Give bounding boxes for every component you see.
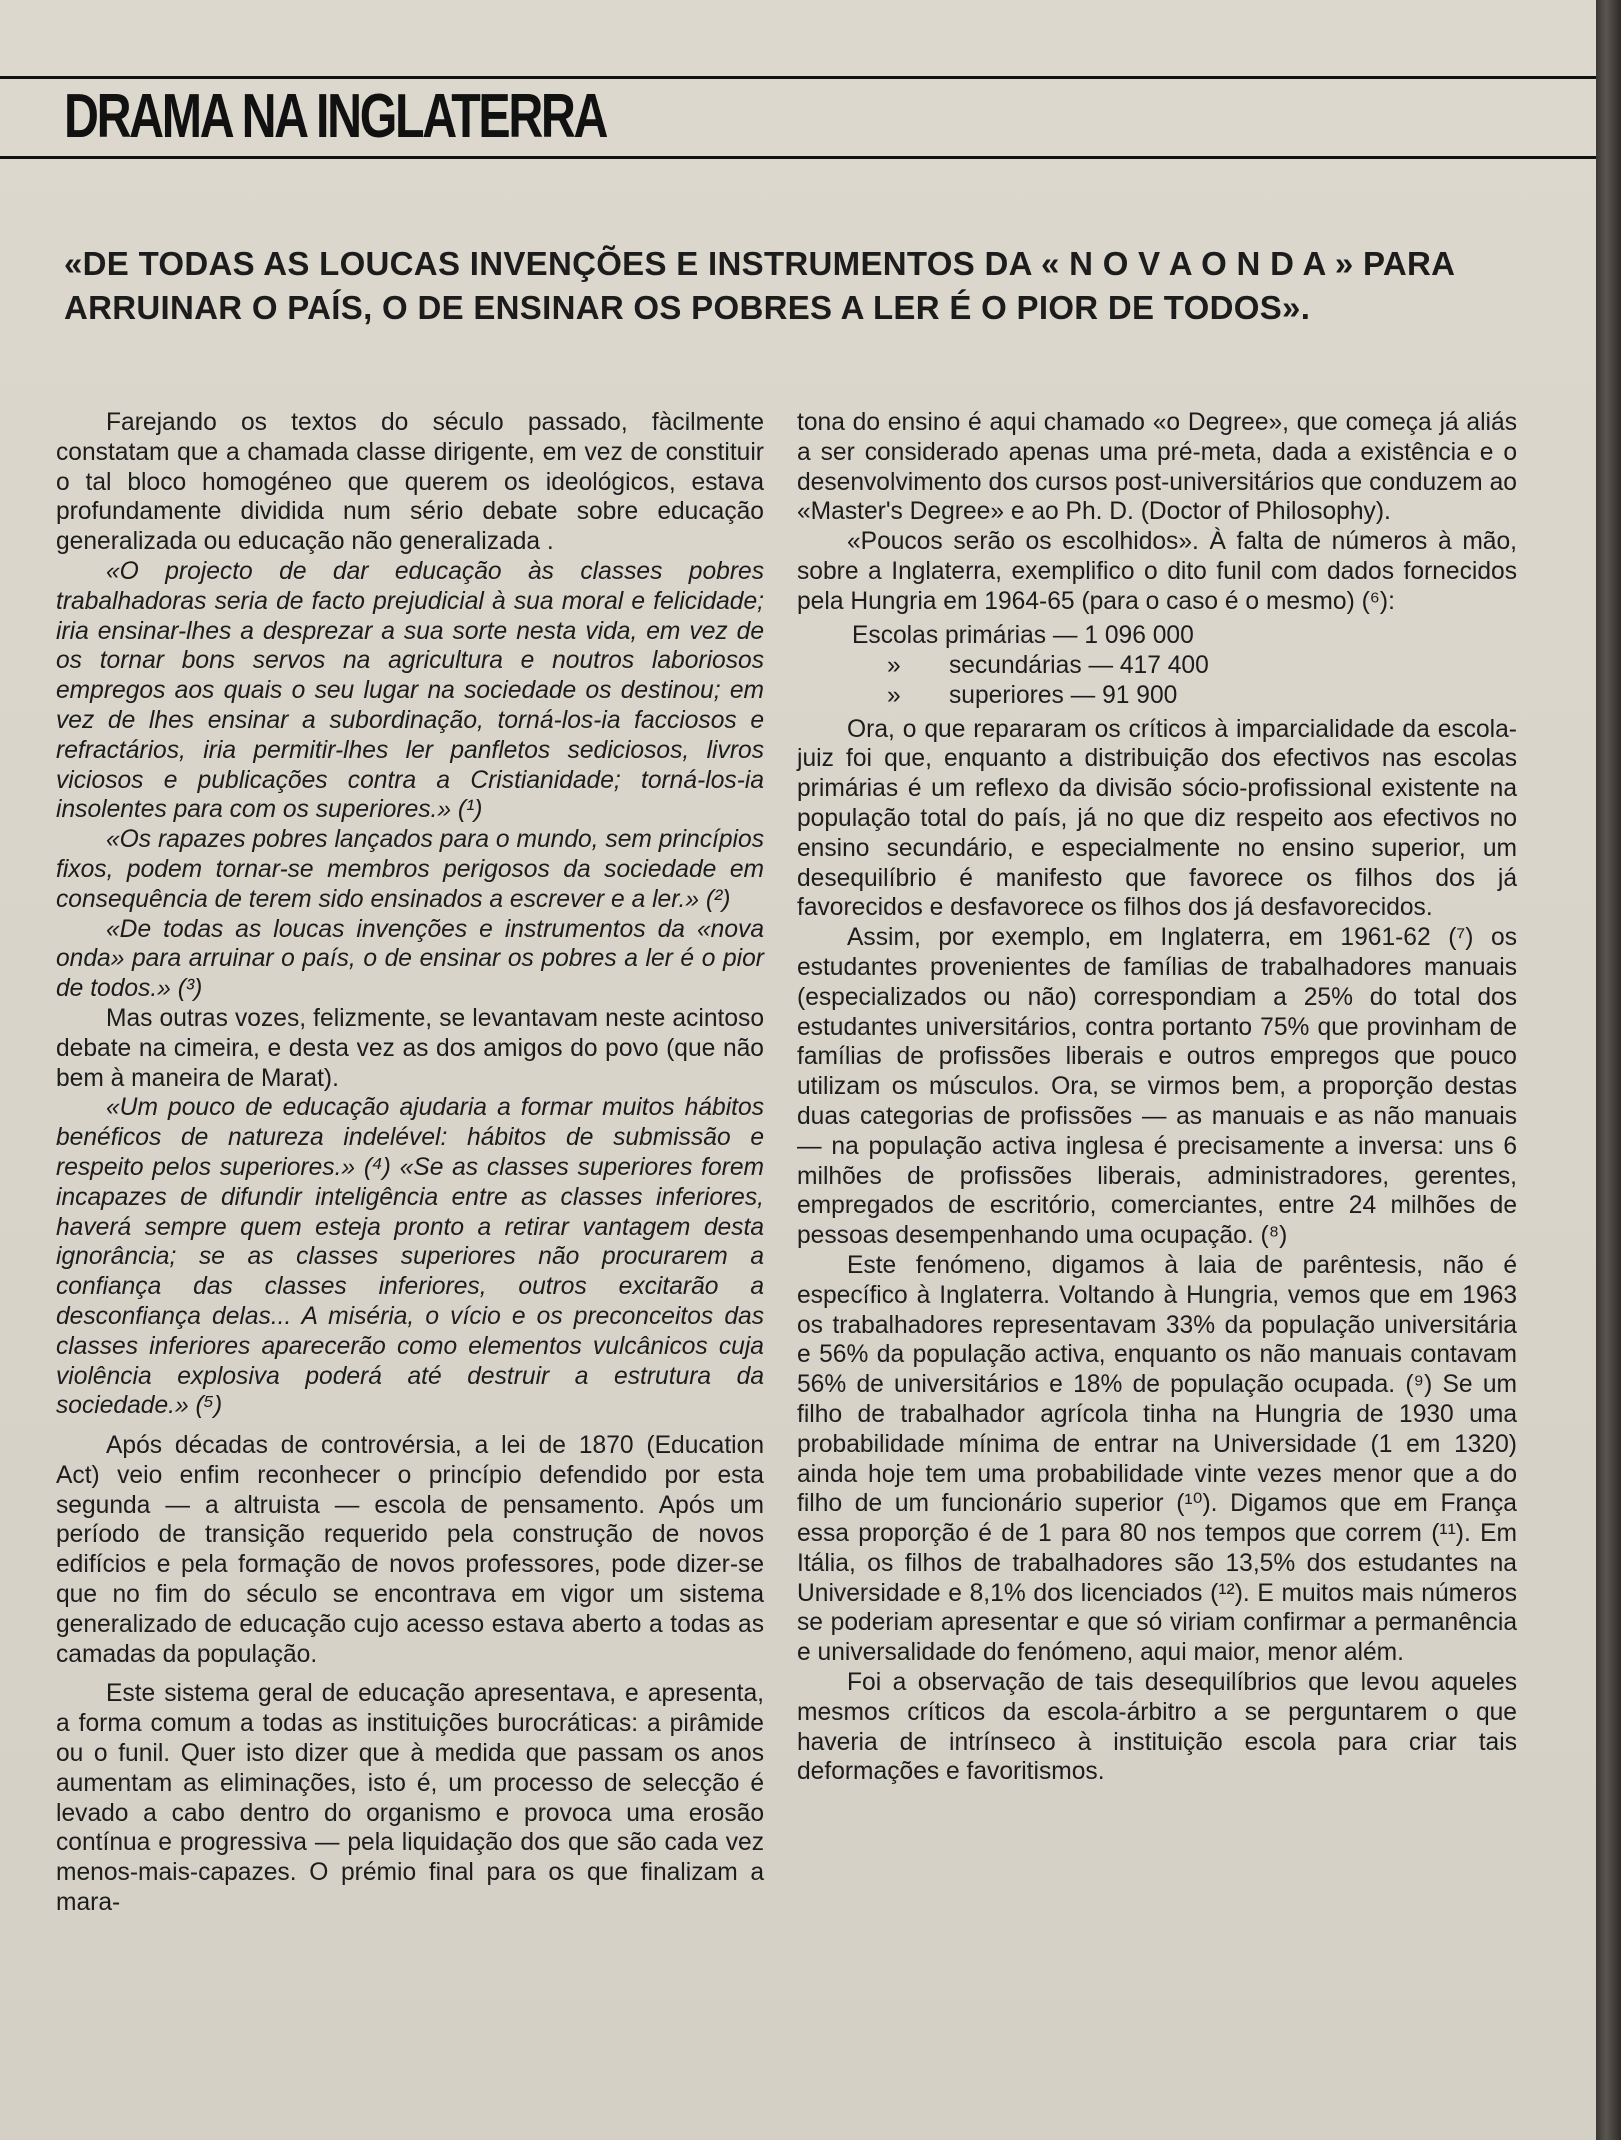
left-quote-4: «Um pouco de educação ajudaria a formar muitos hábitos benéficos de natureza indelével: hábitos de submissão e respeito pelos superiores.» (⁴) «Se as classes superiores forem incapazes de difundir inteligência entre as classes inferiores, haverá sempre quem esteja pronto a retirar vantagem desta ignorância; se as classes superiores não procurarem a confiança das classes inferiores, outros excitarão a desconfiança delas... A miséria, o vício e os preconceitos das classes inferiores aparecerão como elementos vulcânicos cuja violência explosiva poderá até destruir a estrutura da sociedade.» (⁵): [56, 1094, 764, 1420]
right-paragraph-4: Este fenómeno, digamos à laia de parêntesis, não é específico à Inglaterra. Voltando à Hungria, vemos que em 1963 os trabalhadores representavam 33% da população universitária e 56% da população activa, enquanto os não manuais contavam 56% de universitários e 18% de população ocupada. (⁹) Se um filho de trabalhador agrícola tinha na Hungria de 1930 uma probabilidade mínima de entrar na Universidade (1 em 1320) ainda hoje tem uma probabilidade vinte vezes menor que a do filho de um funcionário superior (¹⁰). Digamos que em França essa proporção é de 1 para 80 nos tempos que correm (¹¹). Em Itália, os filhos de trabalhadores são 13,5% dos estudantes na Universidade e 8,1% dos licenciados (¹²). E muitos mais números se poderiam apresentar e que só viriam confirmar a permanência e universalidade do fenómeno, aqui maior, menor além.: [797, 1251, 1517, 1667]
headline-line-2: ARRUINAR O PAÍS, O DE ENSINAR OS POBRES A LER É O PIOR DE TODOS».: [64, 289, 1311, 326]
stat-label: Escolas primárias — 1 096 000: [852, 621, 1194, 649]
left-paragraph-2: Mas outras vozes, felizmente, se levantavam neste acintoso debate na cimeira, e desta vez as dos amigos do povo (que não bem à maneira de Marat).: [56, 1004, 764, 1092]
ditto-mark: »: [887, 651, 901, 679]
ditto-mark: »: [887, 681, 901, 709]
left-column: [56, 408, 764, 1918]
stat-row-secondary: [797, 651, 1517, 681]
left-paragraph-4: Este sistema geral de educação apresentava, e apresenta, a forma comum a todas as instituições burocráticas: a pirâmide ou o funil. Quer isto dizer que à medida que passam os anos aumentam as eliminações, isto é, um processo de selecção é levado a cabo dentro do organismo e provoca uma erosão contínua e progressiva — pela liquidação dos que são cada vez menos-mais-capazes. O prémio final para os que finalizam a mara-: [56, 1680, 764, 1917]
right-paragraph-5: Foi a observação de tais desequilíbrios que levou aqueles mesmos críticos da escola-árbitro a se perguntarem o que haveria de intrínseco à instituição escola para criar tais deformações e favoritismos.: [797, 1669, 1517, 1786]
left-quote-3: «De todas as loucas invenções e instrumentos da «nova onda» para arruinar o país, o de ensinar os pobres a ler é o pior de todos.» (³): [56, 915, 764, 1003]
stat-label: superiores — 91 900: [949, 681, 1178, 709]
stat-label: secundárias — 417 400: [949, 651, 1209, 679]
left-paragraph-3: Após décadas de controvérsia, a lei de 1870 (Education Act) veio enfim reconhecer o princípio defendido por esta segunda — a altruista — escola de pensamento. Após um período de transição requerido pela construção de novos edifícios e pela formação de novos professores, pode dizer-se que no fim do século se encontrava em vigor um sistema generalizado de educação cujo acesso estava aberto a todas as camadas da população.: [56, 1432, 764, 1668]
left-quote-2: «Os rapazes pobres lançados para o mundo, sem princípios fixos, podem tornar-se membros perigosos da sociedade em consequência de terem sido ensinados a escrever e a ler.» (²): [56, 826, 764, 913]
right-column: [797, 408, 1517, 1787]
stat-row-primary: [797, 621, 1517, 651]
left-quote-1: «O projecto de dar educação às classes pobres trabalhadoras seria de facto prejudicial à sua moral e felicidade; iria ensinar-lhes a desprezar a sua sorte nesta vida, em vez de os tornar bons servos na agricultura e noutros laboriosos empregos aos quais o seu lugar na sociedade os destinou; em vez de lhes ensinar a subordinação, torná-los-ia facciosos e refractários, iria permitir-lhes ler panfletos sediciosos, livros viciosos e publicações contra a Cristianidade; torná-los-ia insolentes para com os superiores.» (¹): [56, 557, 764, 824]
school-statistics: [797, 621, 1517, 711]
right-paragraph-continuation: tona do ensino é aqui chamado «o Degree», que começa já aliás a ser considerado apenas uma pré-meta, dada a existência e o desenvolvimento dos cursos post-universitários que conduzem ao «Master's Degree» e ao Ph. D. (Doctor of Philosophy).: [797, 409, 1517, 526]
stat-row-higher: [797, 681, 1517, 711]
quote-headline: [64, 242, 1544, 330]
right-paragraph-2: Ora, o que repararam os críticos à imparcialidade da escola-juiz foi que, enquanto a distribuição dos efectivos nas escolas primárias é um reflexo da divisão sócio-profissional existente na população total do país, já no que diz respeito aos efectivos no ensino secundário, e especialmente no ensino superior, um desequilíbrio é manifesto que favorece os filhos dos já favorecidos e desfavorece os filhos dos já desfavorecidos.: [797, 715, 1517, 922]
left-paragraph-1: Farejando os textos do século passado, fàcilmente constatam que a chamada classe dirigente, em vez de constituir o tal bloco homogéneo que querem os ideológicos, estava profundamente dividida num sério debate sobre educação generalizada ou educação não generalizada .: [56, 409, 764, 556]
section-title: DRAMA NA INGLATERRA: [64, 82, 607, 151]
right-paragraph-1: «Poucos serão os escolhidos». À falta de números à mão, sobre a Inglaterra, exemplifico o dito funil com dados fornecidos pela Hungria em 1964-65 (para o caso é o mesmo) (⁶):: [797, 528, 1517, 615]
page-edge-shadow: [1596, 0, 1621, 2140]
headline-line-1: «DE TODAS AS LOUCAS INVENÇÕES E INSTRUMENTOS DA « N O V A O N D A » PARA: [64, 245, 1456, 282]
header-top-rule: [0, 76, 1596, 79]
right-paragraph-3: Assim, por exemplo, em Inglaterra, em 1961-62 (⁷) os estudantes provenientes de famílias de trabalhadores manuais (especializados ou não) correspondiam a 25% do total dos estudantes universitários, contra portanto 75% que provinham de famílias de profissões liberais e outros empregos que pouco utilizam os músculos. Ora, se virmos bem, a proporção destas duas categorias de profissões — as manuais e as não manuais — na população activa inglesa é precisamente a inversa: uns 6 milhões de profissões liberais, administradores, gerentes, empregados de escritório, comerciantes, entre 24 milhões de pessoas desempenhando uma ocupação. (⁸): [797, 924, 1517, 1250]
header-bottom-rule: [0, 156, 1596, 159]
